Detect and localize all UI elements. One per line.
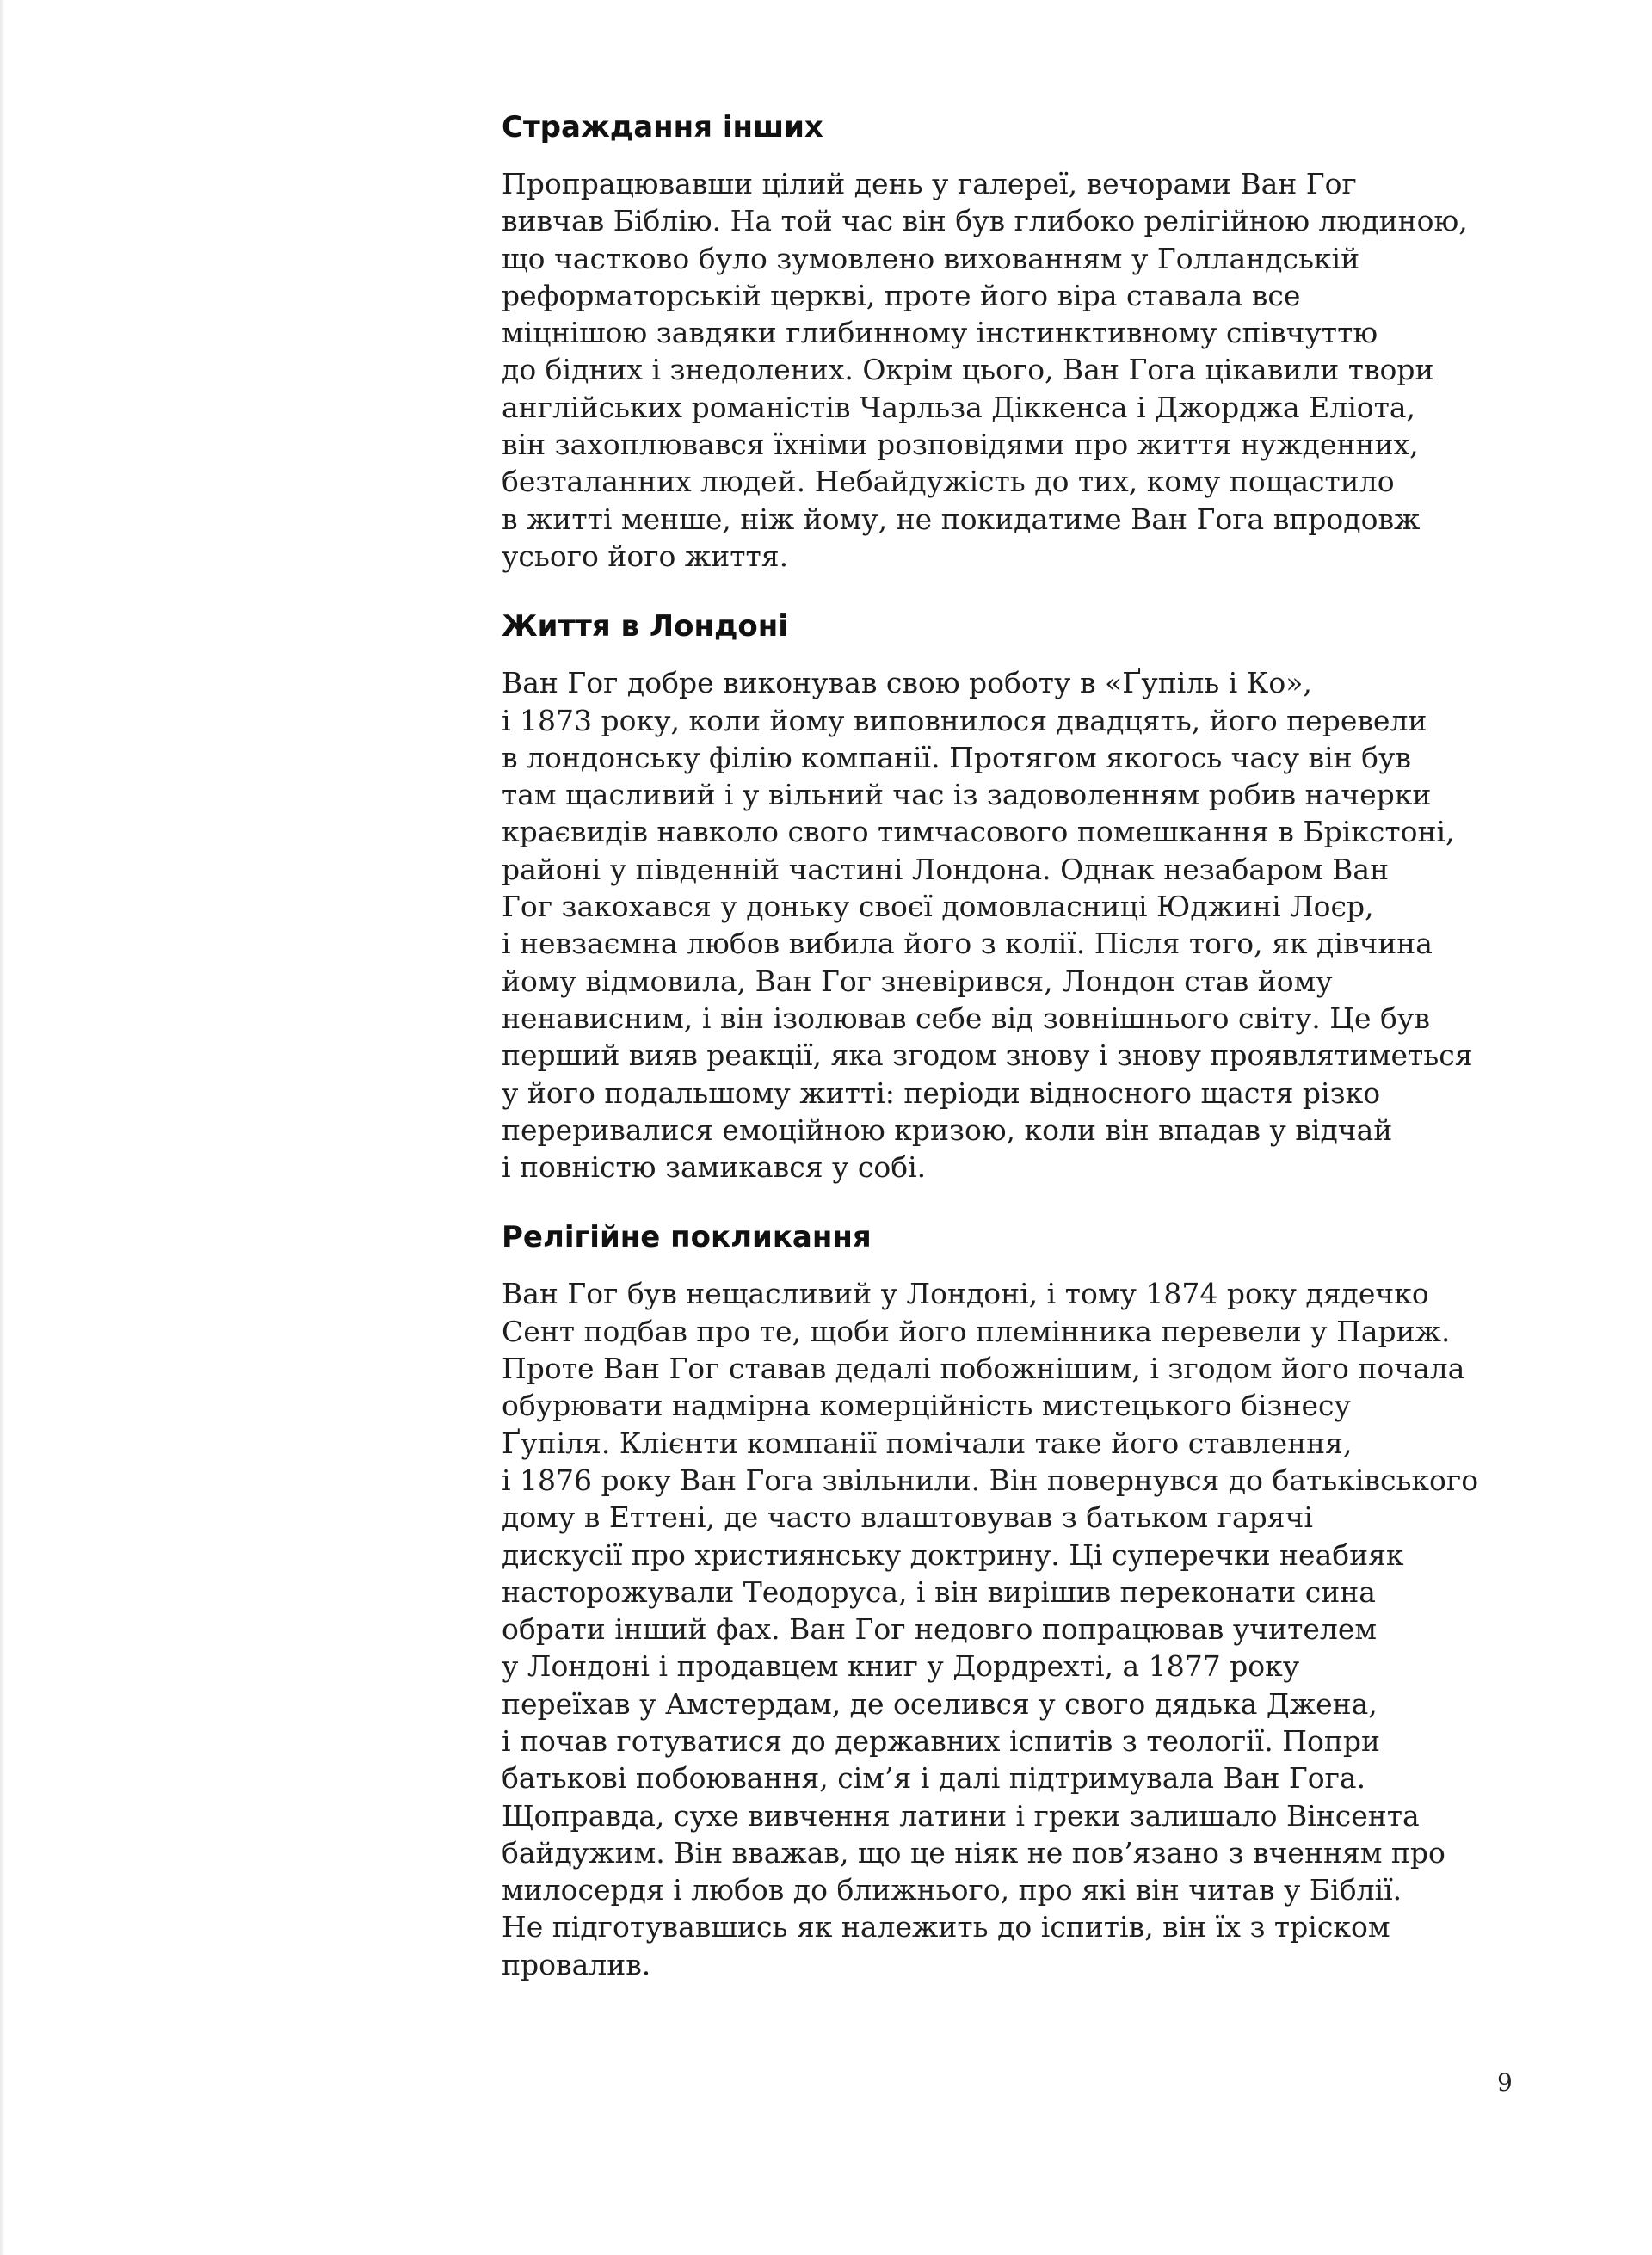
page-content bbox=[502, 108, 1517, 1983]
text-line: він захоплювався їхніми розповідями про життя нужденних, bbox=[502, 428, 1419, 462]
text-line: безталанних людей. Небайдужість до тих, кому пощастило bbox=[502, 465, 1395, 499]
text-line: Проте Ван Гог ставав дедалі побожнішим, і згодом його почала bbox=[502, 1352, 1465, 1386]
section-paragraph bbox=[502, 664, 1517, 1186]
section bbox=[502, 607, 1517, 1186]
text-line: до бідних і знедолених. Окрім цього, Ван Гога цікавили твори bbox=[502, 353, 1434, 387]
text-line: і повністю замикався у собі. bbox=[502, 1150, 927, 1185]
text-line: міцнішою завдяки глибинному інстинктивному співчуттю bbox=[502, 316, 1378, 350]
text-line: у його подальшому житті: періоди відносного щастя різко bbox=[502, 1075, 1381, 1110]
section bbox=[502, 108, 1517, 575]
text-line: Не підготувавшись як належить до іспитів, він їх з тріском bbox=[502, 1910, 1390, 1944]
text-line: в лондонську філію компанії. Протягом якогось часу він був bbox=[502, 740, 1412, 774]
text-line: районі у південній частині Лондона. Однак незабаром Ван bbox=[502, 852, 1390, 886]
text-line: перший вияв реакції, яка згодом знову і знову проявлятиметься bbox=[502, 1038, 1473, 1073]
text-line: Пропрацювавши цілий день у галереї, вечорами Ван Гог bbox=[502, 167, 1357, 200]
text-line: Сент подбав про те, щоби його племінника перевели у Париж. bbox=[502, 1314, 1451, 1348]
page-edge-shadow bbox=[0, 0, 5, 2255]
section bbox=[502, 1218, 1517, 1983]
text-line: і почав готуватися до державних іспитів з теології. Попри bbox=[502, 1723, 1380, 1758]
text-line: дому в Еттені, де часто влаштовував з батьком гарячі bbox=[502, 1500, 1313, 1535]
text-line: насторожували Теодоруса, і він вирішив переконати сина bbox=[502, 1574, 1376, 1609]
section-heading: Страждання інших bbox=[502, 110, 823, 145]
text-line: і невзаємна любов вибила його з колії. Після того, як дівчина bbox=[502, 927, 1433, 961]
text-line: Ван Гог добре виконував свою роботу в «Ґупіль і Ко», bbox=[502, 666, 1312, 700]
text-line: обрати інший фах. Ван Гог недовго попрацював учителем bbox=[502, 1612, 1378, 1647]
text-line: англійських романістів Чарльза Діккенса і Джорджа Еліота, bbox=[502, 390, 1416, 424]
text-line: Ван Гог був нещасливий у Лондоні, і тому 1874 року дядечко bbox=[502, 1277, 1429, 1311]
text-line: милосердя і любов до ближнього, про які він читав у Біблії. bbox=[502, 1873, 1402, 1907]
text-line: дискусії про християнську доктрину. Ці суперечки неабияк bbox=[502, 1537, 1404, 1572]
text-line: в житті менше, ніж йому, не покидатиме Ван Гога впродовж bbox=[502, 502, 1421, 536]
text-line: йому відмовила, Ван Гог зневірився, Лондон став йому bbox=[502, 964, 1333, 998]
text-line: і 1876 року Ван Гога звільнили. Він повернувся до батьківського bbox=[502, 1463, 1479, 1497]
text-line: у Лондоні і продавцем книг у Дордрехті, а 1877 року bbox=[502, 1649, 1300, 1684]
text-line: переїхав у Амстердам, де оселився у свого дядька Джена, bbox=[502, 1686, 1378, 1721]
text-line: Ґупіля. Клієнти компанії помічали таке його ставлення, bbox=[502, 1426, 1353, 1460]
text-line: ненависним, і він ізолював себе від зовнішнього світу. Це був bbox=[502, 1001, 1430, 1035]
text-line: усього його життя. bbox=[502, 539, 789, 573]
section-paragraph bbox=[502, 1275, 1517, 1983]
text-line: краєвидів навколо свого тимчасового помешкання в Брікстоні, bbox=[502, 815, 1455, 849]
text-line: вивчав Біблію. На той час він був глибоко релігійною людиною, bbox=[502, 204, 1468, 238]
page-number: 9 bbox=[1497, 2068, 1513, 2097]
section-heading: Життя в Лондоні bbox=[502, 609, 788, 644]
section-heading: Релігійне покликання bbox=[502, 1220, 872, 1255]
text-line: провалив. bbox=[502, 1947, 651, 1981]
text-line: Щоправда, сухе вивчення латини і греки залишало Вінсента bbox=[502, 1798, 1420, 1833]
text-line: там щасливий і у вільний час із задоволенням робив начерки bbox=[502, 778, 1432, 812]
text-line: що частково було зумовлено вихованням у Голландській bbox=[502, 241, 1360, 275]
text-line: байдужим. Він вважав, що це ніяк не пов’язано з вченням про bbox=[502, 1835, 1446, 1870]
text-line: реформаторській церкві, проте його віра ставала все bbox=[502, 278, 1301, 312]
text-line: обурювати надмірна комерційність мистецького бізнесу bbox=[502, 1389, 1351, 1423]
text-line: Гог закохався у доньку своєї домовласниці Юджині Лоєр, bbox=[502, 890, 1374, 924]
section-paragraph bbox=[502, 165, 1517, 575]
text-line: переривалися емоційною кризою, коли він впадав у відчай bbox=[502, 1112, 1393, 1147]
text-line: батькові побоювання, сім’я і далі підтримувала Ван Гога. bbox=[502, 1761, 1366, 1796]
text-line: і 1873 року, коли йому виповнилося двадцять, його перевели bbox=[502, 703, 1427, 737]
